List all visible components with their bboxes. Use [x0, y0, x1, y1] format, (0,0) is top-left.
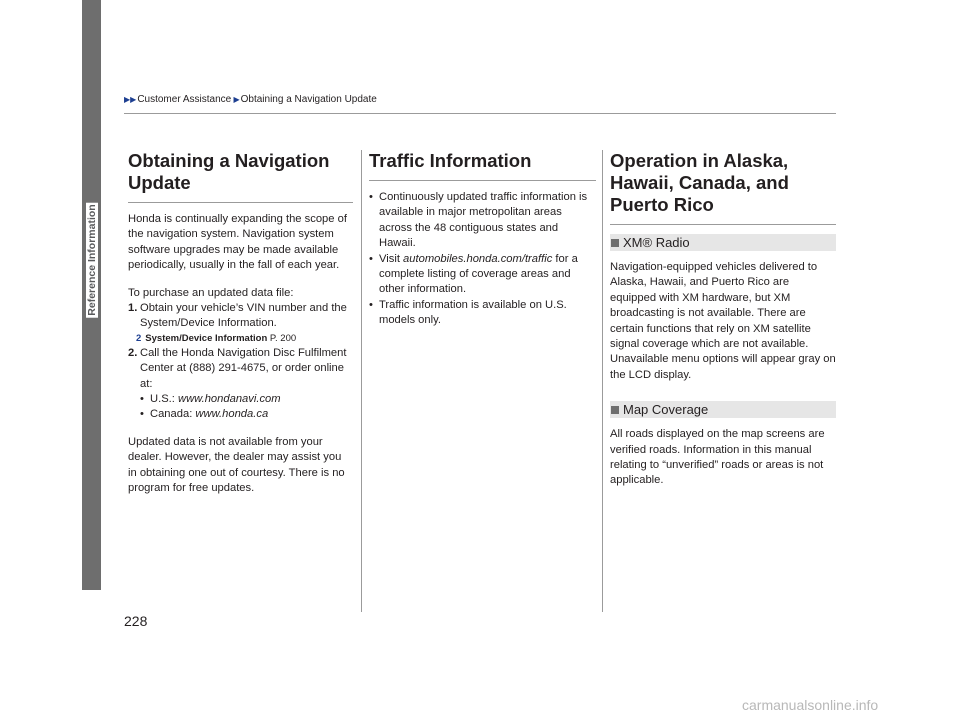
list-item	[369, 190, 596, 252]
reference-label: System/Device Information	[145, 332, 268, 344]
list-item	[369, 298, 596, 329]
square-bullet-icon	[611, 406, 619, 414]
section-title-traffic: Traffic Information	[369, 150, 532, 171]
step-1	[128, 301, 353, 332]
breadcrumb-arrow-icon: ▶	[231, 95, 240, 104]
section-title-navigation-update	[128, 150, 353, 194]
breadcrumb-item-obtaining-update[interactable]: Obtaining a Navigation Update	[240, 94, 377, 105]
bullet-icon: •	[369, 191, 373, 203]
bullet-label: U.S.:	[150, 393, 178, 406]
cross-reference[interactable]	[136, 332, 353, 346]
bullet-text: Visit	[379, 252, 404, 265]
reference-arrow-icon: 2	[136, 332, 142, 344]
step-number: 2.	[128, 346, 138, 359]
subheading-text: XM® Radio	[623, 235, 690, 250]
title-line: Update	[128, 172, 191, 193]
header-divider	[124, 113, 836, 114]
bullet-icon: •	[140, 393, 144, 406]
canada-url-link[interactable]: www.honda.ca	[195, 408, 269, 421]
traffic-url-link[interactable]: automobiles.honda.com/traffic	[403, 252, 553, 265]
page-number: 228	[124, 613, 148, 629]
title-divider	[128, 202, 353, 203]
title-line: Operation in Alaska,	[610, 150, 789, 171]
xm-paragraph: Navigation-equipped vehicles delivered to Alaska, Hawaii, and Puerto Rico are equipped with XM hardware, but XM broadcasting is not available. There are certain functions that rely on XM satellite signal coverage which are not available. Unavailable menu options will appear gray on the LCD display.	[610, 261, 836, 381]
column-navigation-update	[128, 150, 353, 497]
subheading-text: Map Coverage	[623, 402, 709, 418]
closing-paragraph: Updated data is not available from your dealer. However, the dealer may assist you in obtaining one out of courtesy. There is no program for free updates.	[128, 435, 345, 495]
list-item-canada	[140, 407, 353, 422]
column-operation-regions	[610, 150, 836, 489]
side-section-label: Reference Information	[86, 204, 98, 316]
breadcrumb	[124, 94, 377, 105]
breadcrumb-arrow-icon: ▶▶	[124, 95, 137, 104]
title-line: Puerto Rico	[610, 194, 714, 215]
subheading-map-coverage	[610, 401, 836, 418]
bullet-icon: •	[369, 298, 373, 311]
list-item	[369, 252, 596, 298]
bullet-text: Traffic information is available on U.S. models only.	[379, 298, 567, 327]
breadcrumb-item-customer-assistance[interactable]: Customer Assistance	[137, 94, 232, 105]
bullet-text: for a complete listing of coverage areas and other information.	[379, 252, 578, 296]
title-divider	[369, 180, 596, 181]
title-line: Obtaining a Navigation	[128, 150, 330, 171]
purchase-intro: To purchase an updated data file:	[128, 286, 294, 299]
bullet-text: Continuously updated traffic information is available in major metropolitan areas across the 48 contiguous states and Hawaii.	[379, 191, 588, 250]
bullet-icon: •	[369, 252, 373, 265]
square-bullet-icon	[611, 239, 619, 247]
step-2	[128, 346, 353, 392]
column-divider	[361, 150, 362, 612]
column-traffic-information	[369, 150, 596, 329]
subheading-xm-radio	[610, 234, 836, 251]
title-divider	[610, 224, 836, 225]
map-paragraph: All roads displayed on the map screens are verified roads. Information in this manual relating to “unverified” roads or areas is not applicable.	[610, 428, 825, 487]
step-number: 1.	[128, 302, 138, 315]
section-title-operation	[610, 150, 836, 216]
list-item-us	[140, 392, 353, 407]
intro-paragraph: Honda is continually expanding the scope of the navigation system. Navigation system software upgrades may be made available periodically, usually in the fall of each year.	[128, 213, 347, 272]
step-text: Obtain your vehicle’s VIN number and the System/Device Information.	[140, 302, 347, 330]
title-line: Hawaii, Canada, and	[610, 172, 789, 193]
bullet-label: Canada:	[150, 408, 196, 421]
us-url-link[interactable]: www.hondanavi.com	[177, 393, 281, 406]
step-text: Call the Honda Navigation Disc Fulfilment Center at (888) 291-4675, or order online at:	[140, 346, 347, 390]
reference-page: P. 200	[269, 332, 297, 344]
column-divider	[602, 150, 603, 612]
watermark: carmanualsonline.info	[742, 697, 879, 713]
bullet-icon: •	[140, 408, 144, 421]
